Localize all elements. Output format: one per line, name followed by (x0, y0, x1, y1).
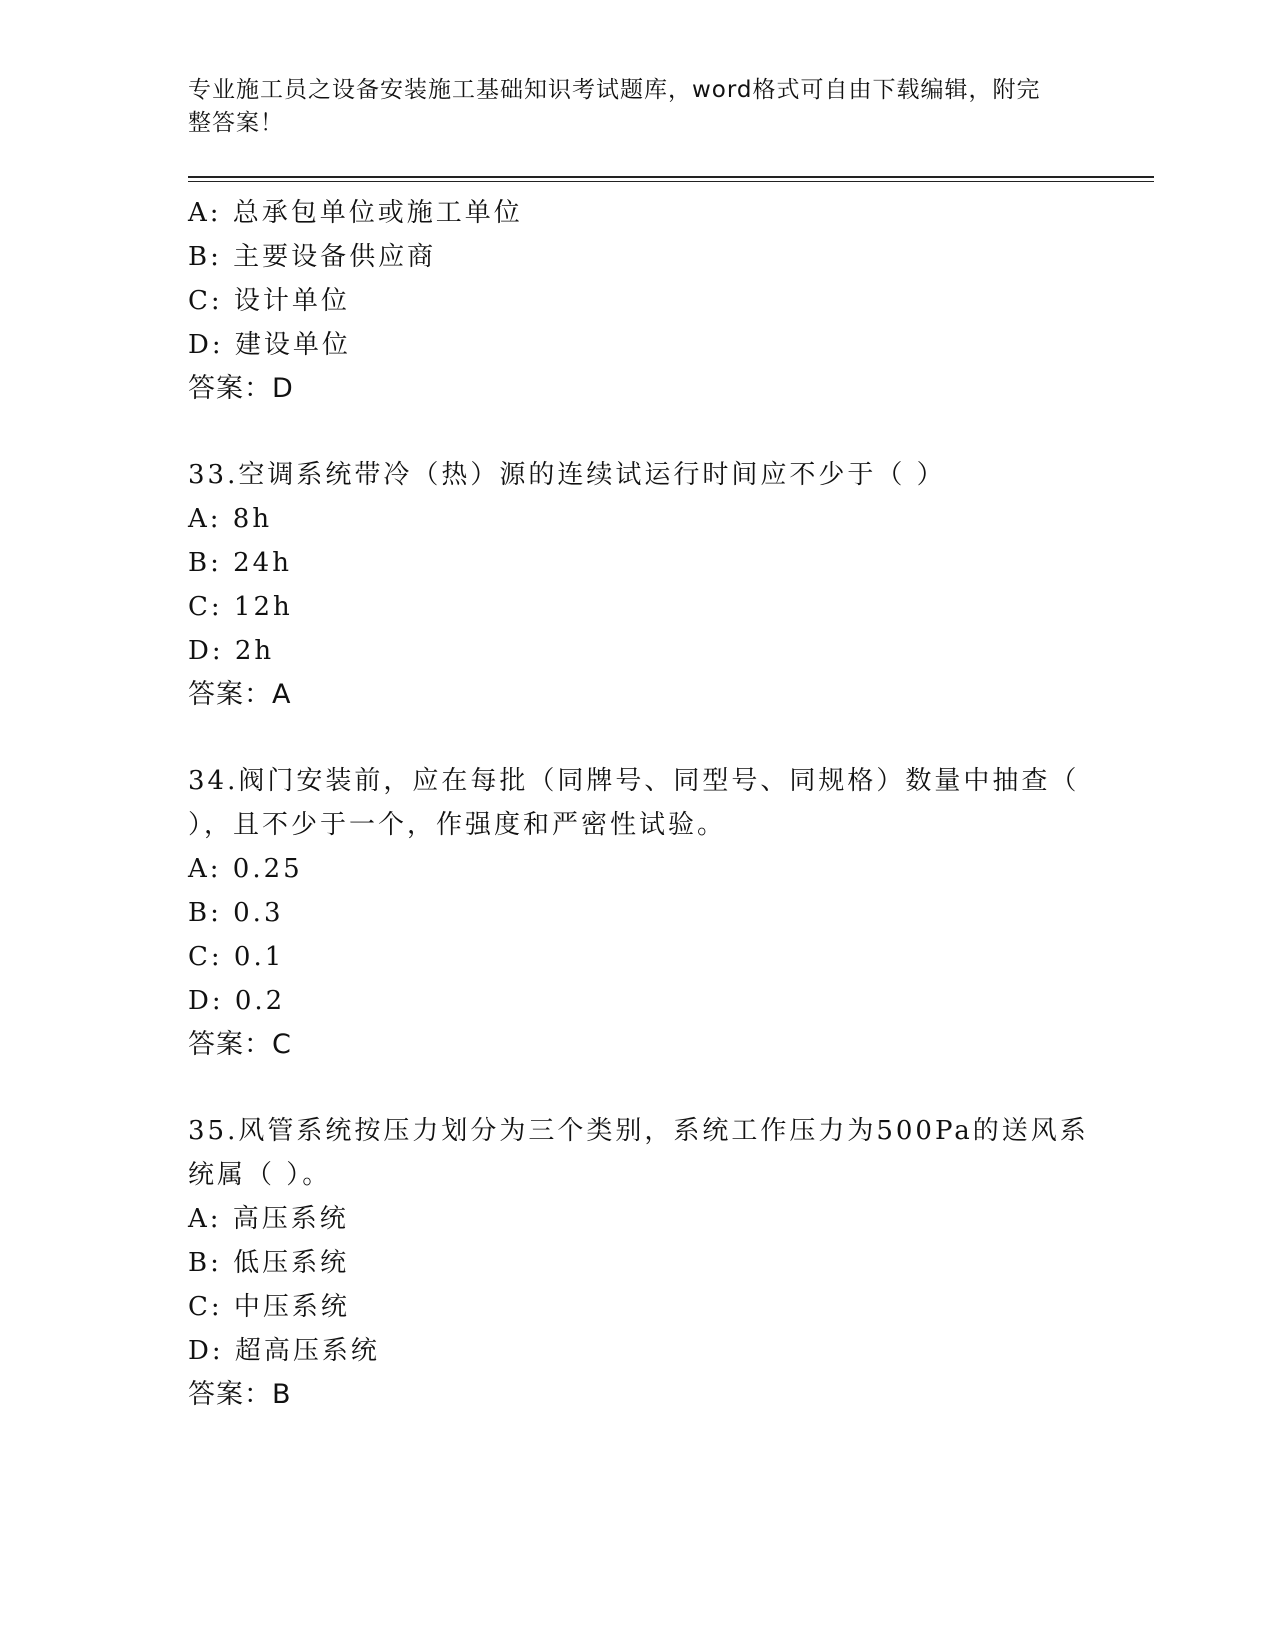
q32-option-c: C: 设计单位 (188, 286, 350, 316)
q33-question: 33.空调系统带冷（热）源的连续试运行时间应不少于（ ） (188, 460, 946, 490)
q35-option-d: D: 超高压系统 (188, 1336, 380, 1366)
q34-question-line-1: 34.阀门安装前，应在每批（同牌号、同型号、同规格）数量中抽查（ (188, 766, 1080, 796)
q34-option-d: D: 0.2 (188, 986, 286, 1016)
q34-option-b: B: 0.3 (188, 898, 284, 928)
q34-question-line-2: ），且不少于一个，作强度和严密性试验。 (188, 810, 727, 840)
q32-option-a: A: 总承包单位或施工单位 (188, 198, 523, 228)
header-divider-thick (188, 176, 1154, 178)
q35-question-line-1: 35.风管系统按压力划分为三个类别，系统工作压力为500Pa的送风系 (188, 1116, 1089, 1146)
q34-option-c: C: 0.1 (188, 942, 285, 972)
q33-option-b: B: 24h (188, 548, 292, 578)
q32-option-d: D: 建设单位 (188, 330, 351, 360)
q35-answer: 答案：B (188, 1379, 292, 1410)
document-header (188, 74, 1088, 140)
q35-option-b: B: 低压系统 (188, 1248, 350, 1278)
q33-answer: 答案：A (188, 679, 292, 710)
header-divider-thin (188, 181, 1154, 182)
header-line-2: 整答案！ (188, 110, 284, 136)
q32-option-b: B: 主要设备供应商 (188, 242, 437, 272)
q33-option-c: C: 12h (188, 592, 293, 622)
q34-answer: 答案：C (188, 1029, 292, 1060)
q33-option-d: D: 2h (188, 636, 275, 666)
q35-option-a: A: 高压系统 (188, 1204, 349, 1234)
q33-option-a: A: 8h (188, 504, 273, 534)
q35-question-line-2: 统属（ ）。 (188, 1160, 332, 1190)
q32-answer: 答案：D (188, 373, 294, 404)
q35-option-c: C: 中压系统 (188, 1292, 350, 1322)
q34-option-a: A: 0.25 (188, 854, 303, 884)
header-line-1: 专业施工员之设备安装施工基础知识考试题库，word格式可自由下载编辑，附完 (188, 77, 1041, 103)
